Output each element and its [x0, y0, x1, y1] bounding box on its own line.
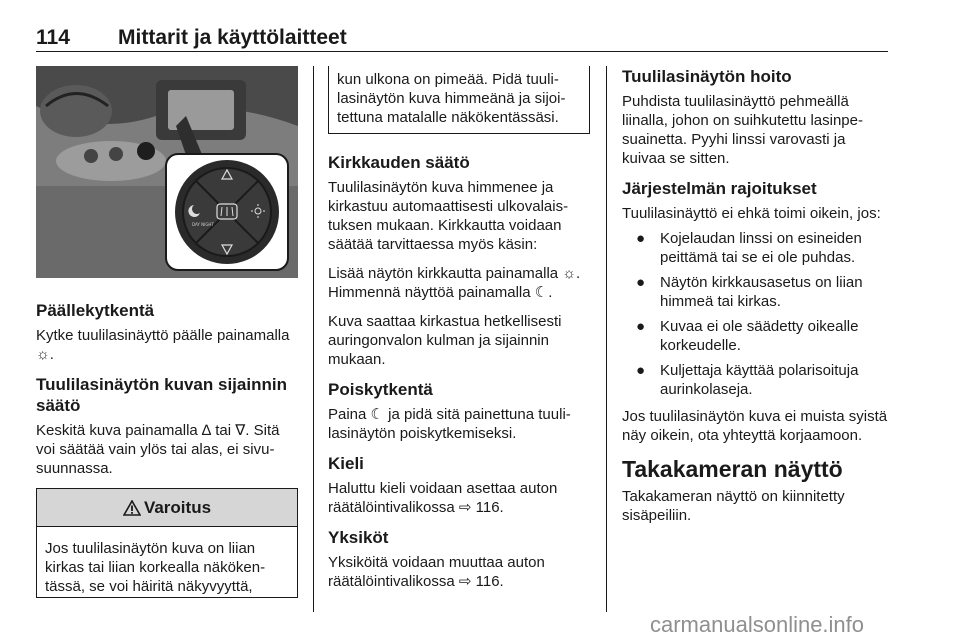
heading-brightness: Kirkkauden säätö [328, 153, 470, 172]
heading-language: Kieli [328, 454, 364, 473]
column-1 [36, 66, 298, 598]
page-header [36, 26, 888, 52]
warning-title: Varoitus [143, 497, 212, 517]
heading-units: Yksiköt [328, 528, 389, 547]
text-units: Yksiköitä voidaan muuttaa auton räätälöintivalikossa ⇨ 116. [328, 554, 545, 590]
heading-switch-off: Poiskytkentä [328, 380, 433, 399]
warning-triangle-icon [123, 500, 141, 516]
bullet-icon: ● [636, 274, 646, 291]
text-brightness-sun: Kuva saattaa kirkastua hetkellisesti auringonvalon kulman ja sijainnin mukaan. [328, 313, 562, 368]
chapter-title: Mittarit ja käyttölaitteet [118, 26, 347, 49]
text-brightness-manual: Lisää näytön kirkkautta painamalla ☼. Himmennä näyttöä painamalla ☾. [328, 265, 581, 301]
warning-box-continued: kun ulkona on pimeää. Pidä tuulilasinäytön kuva himmeänä ja sijoitettuna matalalle näkökentässäsi. [328, 66, 590, 134]
heading-image-position: Tuulilasinäytön kuvan sijainnin säätö [36, 375, 287, 415]
hud-control-illustration [36, 66, 298, 278]
text-image-position: Keskitä kuva painamalla ∆ tai ∇. Sitä voi säätää vain ylös tai alas, ei sivusuunnassa. [36, 422, 280, 477]
text-switch-off: Paina ☾ ja pidä sitä painettuna tuulilasinäytön poiskytkemiseksi. [328, 406, 571, 442]
watermark: carmanualsonline.info [650, 612, 865, 637]
bullet-icon: ● [636, 362, 646, 379]
heading-care: Tuulilasinäytön hoito [622, 67, 792, 86]
column-2 [328, 66, 590, 601]
limitations-list [622, 229, 888, 399]
heading-limitations: Järjestelmän rajoitukset [622, 179, 817, 198]
column-divider [313, 66, 314, 612]
list-item: ● Näytön kirkkausasetus on liian himmeä tai kirkas. [636, 274, 863, 310]
day-night-label: DAY NIGHT [192, 222, 214, 227]
text-switch-on: Kytke tuulilasinäyttö päälle painamalla ☼. [36, 327, 290, 363]
heading-rear-camera: Takakameran näyttö [622, 456, 843, 482]
warning-box [36, 488, 298, 598]
hud-control-photo [36, 66, 298, 278]
page-number: 114 [36, 26, 70, 49]
column-divider [606, 66, 607, 612]
text-limitations: Tuulilasinäyttö ei ehkä toimi oikein, jos: [622, 205, 881, 222]
bullet-icon: ● [636, 230, 646, 247]
heading-switch-on: Päällekytkentä [36, 301, 155, 320]
list-item: ● Kuvaa ei ole säädetty oikealle korkeudelle. [636, 318, 859, 354]
list-item: ● Kojelaudan linssi on esineiden peittämä tai se ei ole puhdas. [636, 230, 862, 266]
column-3 [622, 66, 888, 535]
text-rear-camera: Takakameran näyttö on kiinnitetty sisäpeiliin. [622, 488, 845, 524]
text-brightness-auto: Tuulilasinäytön kuva himmenee ja kirkastuu automaattisesti ulkovalaistuksen mukaan. Kirkkautta voidaan säätää tarvittaessa myös käsin: [328, 179, 569, 253]
text-contact-workshop: Jos tuulilasinäytön kuva ei muista syistä näy oikein, ota yhteyttä korjaamoon. [622, 408, 888, 444]
text-care: Puhdista tuulilasinäyttö pehmeällä liinalla, johon on suihkutettu lasinpesuainetta. Pyyhi linssi varovasti ja kuivaa se sitten. [622, 93, 863, 167]
list-item: ● Kuljettaja käyttää polarisoituja aurinkolaseja. [636, 362, 859, 398]
warning-header [37, 489, 297, 527]
warning-text: Jos tuulilasinäytön kuva on liian kirkas tai liian korkealla näkökentässä, se voi häiritä näkyvyyttä, [45, 540, 266, 595]
bullet-icon: ● [636, 318, 646, 335]
text-language: Haluttu kieli voidaan asettaa auton räätälöintivalikossa ⇨ 116. [328, 480, 558, 516]
